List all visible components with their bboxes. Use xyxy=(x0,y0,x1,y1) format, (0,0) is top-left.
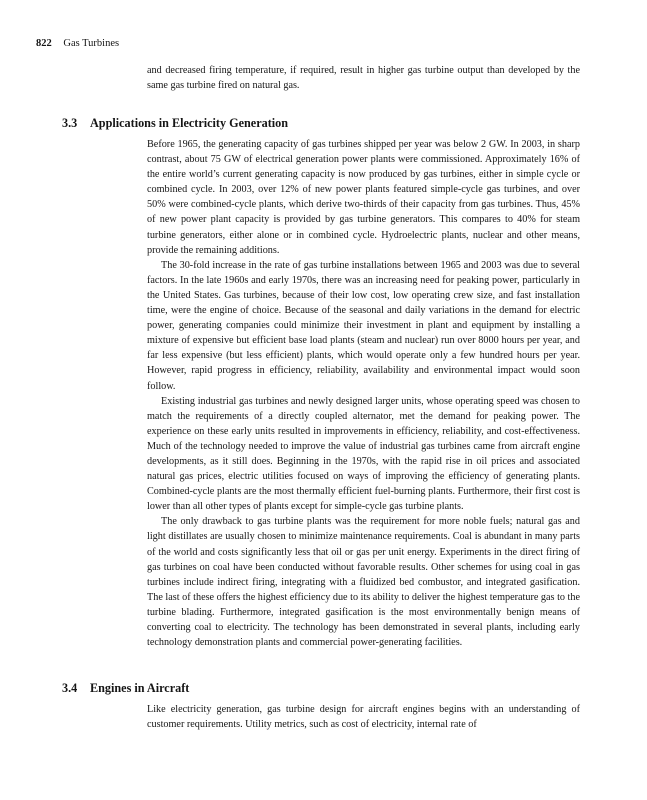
section-title: Engines in Aircraft xyxy=(90,681,190,695)
section-title: Applications in Electricity Generation xyxy=(90,116,289,130)
paragraph: The 30-fold increase in the rate of gas turbine installations between 1965 and 2003 was due to several factors. In the late 1960s and early 1970s, there was an increasing need for peaking power, particularly in the United States. Gas turbines, because of their low cost, low operating crew size, and fast installation time, were the engine of choice. Because of the seasonal and daily variations in the demand for electric power, generating companies could minimize their investment in plant and equipment by installing a mixture of expensive but efficient base load plants (steam and nuclear) run over 8000 hours per year, and far less expensive (but less efficient) plants, which would operate only a few hundred hours per year. However, rapid progress in efficiency, reliability, availability and environmental impact would soon follow. xyxy=(147,259,580,392)
section-number: 3.3 xyxy=(62,116,78,130)
page-number: 822 xyxy=(36,38,52,49)
paragraph: The only drawback to gas turbine plants was the requirement for more noble fuels; natural gas and light distillates are usually chosen to minimize maintenance requirements. Coal is abundant in many parts of the world and costs significantly less that oil or gas per unit energy. Experiments in the direct firing of gas turbines on coal have been conducted without favorable results. Other schemes for using coal in gas turbines include indirect firing, integrating with a fluidized bed combustor, and integrated gasification. The last of these offers the highest efficiency due to its ability to deliver the highest temperature gas to the turbine blading. Furthermore, integrated gasification is the most environmentally benign means of converting coal to electricity. The technology has been demonstrated in several plants, including early technology demonstration plants and commercial power-generating facilities. xyxy=(147,516,580,649)
section-3-4-body xyxy=(147,702,580,732)
paragraph: Like electricity generation, gas turbine design for aircraft engines begins with an understanding of customer requirements. Utility metrics, such as cost of electricity, internal rate of xyxy=(147,704,580,731)
paragraph: Existing industrial gas turbines and newly designed larger units, whose operating speed was chosen to match the requirements of a directly coupled alternator, met the demand for peaking power. The experience on these early units resulted in improvements in efficiency, reliability, and cost-effectiveness. Much of the technology needed to improve the value of industrial gas turbines came from aircraft engine developments, as it still does. Beginning in the 1970s, with the rapid rise in oil prices and associated natural gas prices, electric utilities focused on ways of improving the efficiency of generating plants. Combined-cycle plants are the most thermally efficient fuel-burning plants. Furthermore, their first cost is lower than all other types of plants except for simple-cycle gas turbine plants. xyxy=(147,395,580,513)
paragraph: Before 1965, the generating capacity of gas turbines shipped per year was below 2 GW. In 2003, in sharp contrast, about 75 GW of electrical generation power plants were commissioned. Approximately 16% of the entire world’s current generating capacity is now produced by gas turbines, either in simple cycle or combined cycle. In 2003, over 12% of new power plants featured simple-cycle gas turbines, and over 50% were combined-cycle plants, which derive two-thirds of their capacity from gas turbines. Thus, 45% of new power plant capacity is provided by gas turbine generators. This compares to 40% for steam turbine generators, either alone or in combined cycle. Hydroelectric plants, nuclear and other means, provide the remaining additions. xyxy=(147,139,580,256)
running-header xyxy=(36,38,119,49)
section-3-3-body xyxy=(147,137,580,650)
intro-paragraph: and decreased firing temperature, if required, result in higher gas turbine output than developed by the same gas turbine fired on natural gas. xyxy=(147,65,580,92)
section-heading-3-4 xyxy=(62,681,189,696)
section-heading-3-3 xyxy=(62,116,288,131)
intro-paragraph-block xyxy=(147,63,580,93)
section-number: 3.4 xyxy=(62,681,78,695)
running-title: Gas Turbines xyxy=(63,38,120,49)
